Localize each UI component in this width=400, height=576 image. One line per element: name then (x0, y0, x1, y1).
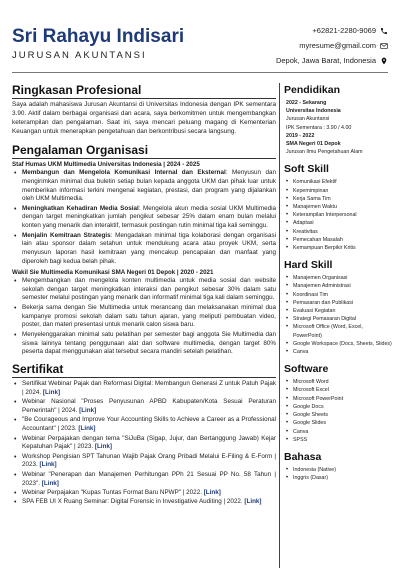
list-item: • Adaptasi (284, 219, 392, 227)
list-item: • Google Slides (284, 419, 392, 427)
software-title: Software (284, 363, 329, 376)
candidate-name: Sri Rahayu Indisari (12, 26, 185, 47)
certificates-list (12, 380, 276, 507)
org-heading: Wakil Sie Multimedia Komunikasi SMA Negeri 01 Depok | 2020 - 2021 (12, 268, 214, 276)
education-entry (284, 99, 392, 132)
education-major: Jurusan Akuntansi (286, 116, 330, 123)
list-item: • Microsoft Office (Word, Excel, PowerPoint) (284, 323, 392, 339)
org-duties-list (12, 277, 276, 357)
list-item: • Google Sheets (284, 411, 392, 419)
list-item: • Strategi Pemasaran Digital (284, 315, 392, 323)
education-gpa: IPK Sementara : 3.90 / 4.00 (286, 124, 352, 131)
phone-text: +62821-2280-9069 (312, 26, 376, 35)
contact-location (276, 56, 388, 65)
location-text: Depok, Jawa Barat, Indonesia (275, 56, 376, 65)
list-item: • Google Docs (284, 403, 392, 411)
list-item: • Webinar Perpajakan "Kupas Tuntas Format Baru NPWP" | 2022. [Link] (12, 489, 276, 498)
list-item: • "Be Courageous and Improve Your Accounting Skills to Achieve a Career as a Professional Accountant" | 2023. [Link] (12, 416, 276, 434)
certificate-link[interactable]: [Link] (79, 407, 97, 415)
certificate-link[interactable]: [Link] (94, 443, 112, 451)
list-item: • Kemampuan Berpikir Kritis (284, 244, 392, 252)
list-item: • Membangun dan Mengelola Komunikasi Internal dan Eksternal: Menyusun dan mengirimkan minimal dua buletin setiap bulan kepada anggota UKM dan pihak luar untuk memberikan informasi terkini mengenai kegiatan, prestasi, dan program yang dijalankan oleh UKM Multimedia. (12, 169, 276, 204)
resume-header (0, 0, 400, 80)
list-item: • Indonesia (Native) (284, 466, 392, 474)
list-item: • Webinar Perpajakan dengan tema "SiJuBa (Sigap, Jujur, dan Bertanggung Jawab) Kejar Kepatuhan Pajak" | 2023. [Link] (12, 435, 276, 453)
header-divider (12, 72, 388, 73)
soft-skill-list (284, 178, 392, 252)
list-item: • Manajemen Organisasi (284, 274, 392, 282)
org-heading: Staf Humas UKM Multimedia Universitas Indonesia | 2024 - 2025 (12, 160, 200, 168)
certificate-link[interactable]: [Link] (78, 425, 96, 433)
list-item: • Canva (284, 428, 392, 436)
list-item: • Manajemen Waktu (284, 203, 392, 211)
certificate-link[interactable]: [Link] (41, 479, 59, 487)
list-item: • Workshop Pengisian SPT Tahunan Wajib Pajak Orang Pribadi Melalui E-Filing & E-Form | 2023. [Link] (12, 453, 276, 471)
certificate-link[interactable]: [Link] (39, 461, 57, 469)
certificate-link[interactable]: [Link] (42, 388, 61, 396)
education-school: SMA Negeri 01 Depok (286, 141, 341, 148)
education-major: Jurusan Ilmu Pengetahuan Alam (286, 149, 363, 156)
list-item: • Google Workspace (Docs, Sheets, Slides) (284, 340, 392, 348)
list-item: • Evaluasi Kegiatan (284, 307, 392, 315)
list-item: • Mengembangkan dan mengelola konten multimedia untuk media sosial dan website sekolah dengan target meningkatkan interaksi dan pengikut sebesar 30% dalam satu semester melalui postingan yang menarik dan informatif minimal tiga kali dalam seminggu. (12, 277, 276, 303)
summary-title: Ringkasan Profesional (12, 83, 276, 99)
list-item: • Keterampilan Interpersonal (284, 211, 392, 219)
list-item: • Pemecahan Masalah (284, 236, 392, 244)
experience-title: Pengalaman Organisasi (12, 143, 276, 159)
list-item: • Pemasaran dan Publikasi (284, 299, 392, 307)
list-item: • Kreativitas (284, 228, 392, 236)
list-item: • Microsoft PowerPoint (284, 395, 392, 403)
email-text[interactable]: myresume@gmail.com (299, 41, 376, 50)
certificate-link[interactable]: [Link] (203, 488, 221, 496)
list-item: • Meningkatkan Kehadiran Media Sosial: Mengelola akun media sosial UKM Multimedia dengan target meningkatkan jumlah pengikut sebesar 25% dalam enam bulan melalui konten yang menarik dan interaktif, termasuk postingan rutin minimal tiga kali seminggu. (12, 205, 276, 231)
phone-icon (380, 27, 388, 35)
certificates-title: Sertifikat (12, 362, 276, 378)
list-item: • Bekerja sama dengan Sie Multimedia untuk merancang dan melaksanakan minimal dua kampanye promosi sekolah dalam satu tahun ajaran, yang meliputi pembuatan video, poster, dan materi presentasi untuk menarik calon siswa baru. (12, 304, 276, 330)
org-duties-list (12, 169, 276, 267)
summary-text: Saya adalah mahasiswa Jurusan Akuntansi di Universitas Indonesia dengan IPK sementara 3.90. Aktif dalam berbagai organisasi dan acara, saya berkomitmen untuk mengembangkan keterampilan dan pengalaman. Saat ini, saya mencari peluang magang di Kementerian Keuangan untuk menerapkan pengetahuan dan berkontribusi secara langsung. (12, 101, 276, 135)
language-list (284, 466, 392, 482)
candidate-role: JURUSAN AKUNTANSI (12, 50, 147, 61)
list-item: • Inggris (Dasar) (284, 474, 392, 482)
software-list (284, 378, 392, 444)
contact-email[interactable] (299, 41, 388, 50)
list-item: • Microsoft Excel (284, 386, 392, 394)
list-item: • Menjalin Kemitraan Strategis: Mengadakan minimal tiga kolaborasi dengan organisasi lain atau sponsor dalam setahun untuk mendukung acara atau proyek UKM, serta menyusun laporan hasil kemitraan yang mencakup pencapaian dan manfaat yang diperoleh bagi kedua belah pihak. (12, 232, 276, 267)
contact-phone (312, 26, 388, 35)
list-item: • Manajemen Administrasi (284, 282, 392, 290)
list-item: • Canva (284, 348, 392, 356)
hard-skill-title: Hard Skill (284, 259, 333, 272)
list-item: • Sertifikat Webinar Pajak dan Reformasi Digital: Membangun Generasi Z untuk Patuh Pajak | 2024. [Link] (12, 380, 276, 398)
education-school: Universitas Indonesia (286, 108, 341, 115)
education-entry (284, 132, 392, 157)
hard-skill-list (284, 274, 392, 356)
list-item: • SPSS (284, 436, 392, 444)
email-icon (380, 42, 388, 50)
list-item: • Koordinasi Tim (284, 291, 392, 299)
list-item: • Menyelenggarakan minimal satu pelatihan per semester bagi anggota Sie Multimedia dan siswa lainnya tentang penggunaan alat dan software multimedia, dengan target 80% peserta dapat menggunakan alat tersebut secara mandiri setelah pelatihan. (12, 331, 276, 357)
list-item: • Kepemimpinan (284, 187, 392, 195)
list-item: • SPA FEB UI X Ruang Seminar: Digital Forensic in Investigative Auditing | 2022. [Link] (12, 498, 276, 507)
list-item: • Microsoft Word (284, 378, 392, 386)
soft-skill-title: Soft Skill (284, 163, 329, 176)
education-period: 2022 - Sekarang (286, 100, 327, 106)
language-title: Bahasa (284, 450, 322, 463)
list-item: • Webinar Nasional "Proses Penyusunan APBD Kabupaten/Kota Sesuai Peraturan Pemerintah" | 2024. [Link] (12, 398, 276, 416)
certificate-link[interactable]: [Link] (244, 498, 262, 506)
side-column (284, 80, 392, 482)
education-period: 2019 - 2022 (286, 132, 315, 139)
list-item: • Kerja Sama Tim (284, 195, 392, 203)
location-icon (380, 57, 388, 65)
list-item: • Webinar "Penerapan dan Manajemen Perhitungan PPh 21 Sesuai PP No. 58 Tahun | 2023". [Link] (12, 471, 276, 489)
main-column (12, 80, 276, 508)
list-item: • Komunikasi Efektif (284, 178, 392, 186)
education-title: Pendidikan (284, 84, 341, 96)
column-divider (279, 83, 280, 568)
